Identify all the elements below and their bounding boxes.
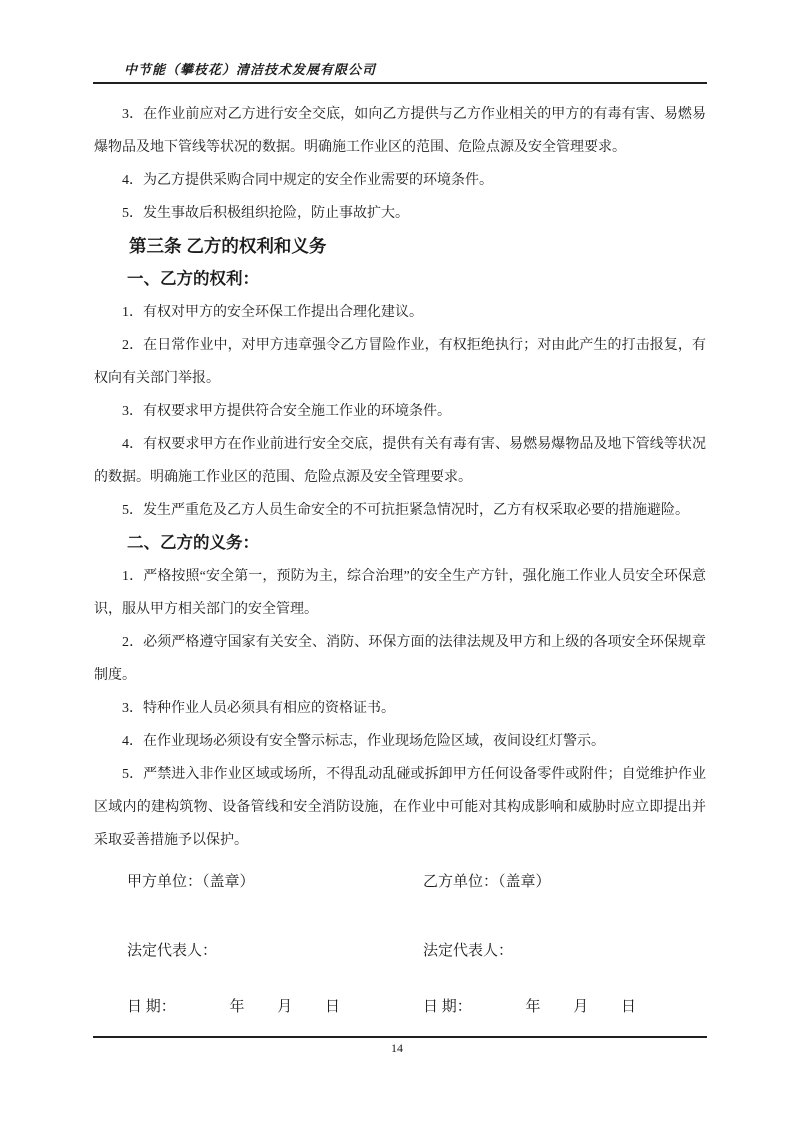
party-b-date-label: 日 期： (423, 999, 472, 1015)
party-b-date-day: 日 (621, 999, 637, 1015)
party-a-date-year: 年 (229, 999, 245, 1015)
party-b-date-year: 年 (525, 999, 541, 1015)
body-paragraph: 4．为乙方提供采购合同中规定的安全作业需要的环境条件。 (122, 173, 493, 188)
page-header (93, 62, 707, 84)
document-body (94, 98, 706, 857)
party-a-representative-label: 法定代表人： (127, 943, 218, 959)
header-company-name: 中节能（攀枝花）清洁技术发展有限公司 (124, 62, 377, 77)
body-paragraph: 2．必须严格遵守国家有关安全、消防、环保方面的法律法规及甲方和上级的各项安全环保规章制度。 (94, 635, 706, 683)
party-b-date-line (423, 991, 636, 1024)
page-number: 14 (391, 1041, 403, 1055)
body-paragraph: 3．特种作业人员必须具有相应的资格证书。 (122, 701, 395, 716)
body-paragraph: 1．严格按照“安全第一，预防为主，综合治理”的安全生产方针，强化施工作业人员安全环保意识，服从甲方相关部门的安全管理。 (94, 569, 706, 617)
party-b-representative-label: 法定代表人： (423, 943, 514, 959)
party-a-date-day: 日 (325, 999, 341, 1015)
party-a-date-label: 日 期： (127, 999, 176, 1015)
signature-date-row (94, 991, 706, 1024)
sub-clause-heading: 二、乙方的义务： (127, 534, 259, 552)
sub-clause-heading: 一、乙方的权利： (127, 270, 259, 288)
party-a-date-month: 月 (277, 999, 293, 1015)
party-b-unit-label: 乙方单位：（盖章） (423, 874, 551, 890)
body-paragraph: 5．严禁进入非作业区域或场所，不得乱动乱碰或拆卸甲方任何设备零件或附件；自觉维护作业区域内的建构筑物、设备管线和安全消防设施，在作业中可能对其构成影响和威胁时应立即提出并采取妥善措施予以保护。 (94, 767, 706, 848)
signature-unit-row (94, 866, 706, 899)
body-paragraph: 1．有权对甲方的安全环保工作提出合理化建议。 (122, 305, 423, 320)
party-a-date-line (127, 999, 340, 1015)
body-paragraph: 3．在作业前应对乙方进行安全交底，如向乙方提供与乙方作业相关的甲方的有毒有害、易燃易爆物品及地下管线等状况的数据。明确施工作业区的范围、危险点源及安全管理要求。 (94, 107, 706, 155)
body-paragraph: 3．有权要求甲方提供符合安全施工作业的环境条件。 (122, 404, 451, 419)
body-paragraph: 5．发生事故后积极组织抢险，防止事故扩大。 (122, 206, 409, 221)
body-paragraph: 2．在日常作业中，对甲方违章强令乙方冒险作业，有权拒绝执行；对由此产生的打击报复，有权向有关部门举报。 (94, 338, 706, 386)
body-paragraph: 4．有权要求甲方在作业前进行安全交底，提供有关有毒有害、易燃易爆物品及地下管线等状况的数据。明确施工作业区的范围、危险点源及安全管理要求。 (94, 437, 706, 485)
body-paragraph: 4．在作业现场必须设有安全警示标志，作业现场危险区域，夜间设红灯警示。 (122, 734, 605, 749)
signature-representative-row (94, 935, 706, 968)
body-paragraph: 5．发生严重危及乙方人员生命安全的不可抗拒紧急情况时，乙方有权采取必要的措施避险。 (122, 503, 689, 518)
clause-heading: 第三条 乙方的权利和义务 (129, 236, 327, 256)
party-b-date-month: 月 (573, 999, 589, 1015)
party-a-unit-label: 甲方单位：（盖章） (127, 874, 255, 890)
signature-block (94, 866, 706, 1024)
footer-rule (93, 1036, 707, 1038)
